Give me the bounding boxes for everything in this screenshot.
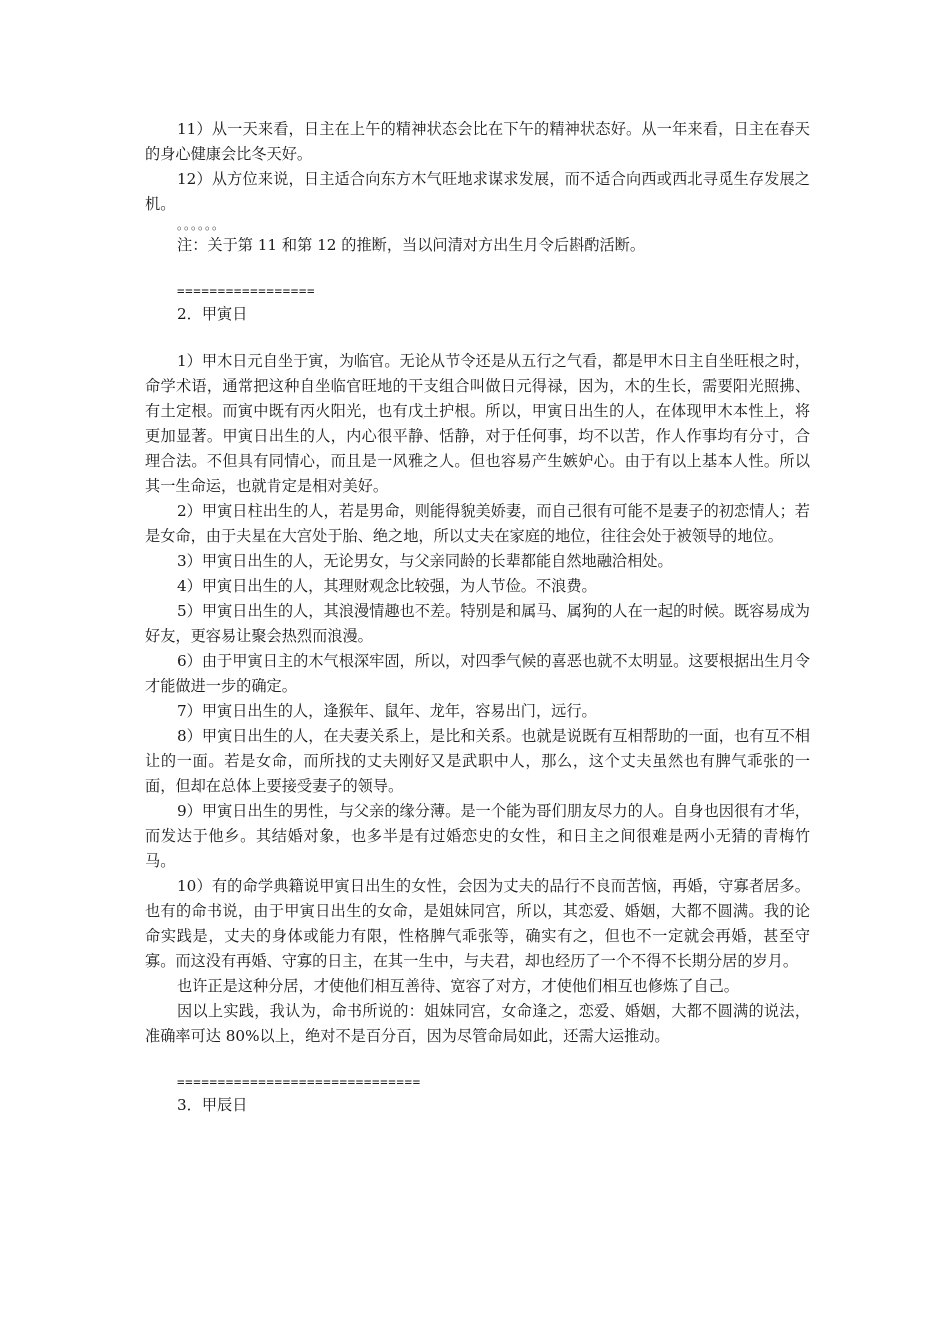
ellipsis-dots: 。。。。。。: [177, 218, 226, 232]
paragraph-item-1: 1）甲木日元自坐于寅，为临官。无论从节令还是从五行之气看，都是甲木日主自坐旺根之时，命学术语，通常把这种自坐临官旺地的干支组合叫做日元得禄，因为，木的生长，需要阳光照拂、有土定根。而寅中既有丙火阳光，也有戊土护根。所以，甲寅日出生的人，在体现甲木本性上，将更加显著。甲寅日出生的人，内心很平静、恬静，对于任何事，均不以苦，作人作事均有分寸，合理合法。不但具有同情心，而且是一风雅之人。但也容易产生嫉妒心。由于有以上基本人性。所以其一生命运，也就肯定是相对美好。: [145, 352, 810, 495]
paragraph-conclusion: 因以上实践，我认为，命书所说的：姐妹同宫，女命逢之，恋爱、婚姻，大都不圆满的说法，准确率可达 80%以上，绝对不是百分百，因为尽管命局如此，还需大运推动。: [145, 1002, 810, 1045]
paragraph-item-7: 7）甲寅日出生的人，逢猴年、鼠年、龙年，容易出门，远行。: [177, 702, 597, 720]
separator-rule: ==============================: [177, 1074, 421, 1089]
section-heading: 3．甲辰日: [177, 1096, 248, 1114]
note-text: 注：关于第 11 和第 12 的推断，当以问清对方出生月令后斟酌活断。: [177, 236, 646, 254]
paragraph-item-11: 11）从一天来看，日主在上午的精神状态会比在下午的精神状态好。从一年来看，日主在春天的身心健康会比冬天好。: [145, 120, 810, 163]
paragraph-item-6: 6）由于甲寅日主的木气根深牢固，所以，对四季气候的喜恶也就不太明显。这要根据出生月令才能做进一步的确定。: [145, 652, 810, 695]
section-heading: 2．甲寅日: [177, 305, 248, 323]
paragraph-item-3: 3）甲寅日出生的人，无论男女，与父亲同龄的长辈都能自然地融洽相处。: [177, 552, 673, 570]
paragraph-item-2: 2）甲寅日柱出生的人，若是男命，则能得貌美娇妻，而自己很有可能不是妻子的初恋情人；若是女命，由于夫星在大宫处于胎、绝之地，所以丈夫在家庭的地位，往往会处于被领导的地位。: [145, 502, 810, 545]
paragraph-remark: 也许正是这种分居，才使他们相互善待、宽容了对方，才使他们相互也修炼了自己。: [177, 977, 739, 995]
paragraph-item-12: 12）从方位来说，日主适合向东方木气旺地求谋求发展，而不适合向西或西北寻觅生存发展之机。: [145, 170, 810, 213]
paragraph-item-8: 8）甲寅日出生的人，在夫妻关系上，是比和关系。也就是说既有互相帮助的一面，也有互不相让的一面。若是女命，而所找的丈夫刚好又是武职中人，那么，这个丈夫虽然也有脾气乖张的一面，但却在总体上要接受妻子的领导。: [145, 727, 810, 795]
separator-rule: =================: [177, 283, 316, 298]
paragraph-item-4: 4）甲寅日出生的人，其理财观念比较强，为人节俭。不浪费。: [177, 577, 597, 595]
paragraph-item-5: 5）甲寅日出生的人，其浪漫情趣也不差。特别是和属马、属狗的人在一起的时候。既容易成为好友，更容易让聚会热烈而浪漫。: [145, 602, 810, 645]
paragraph-item-10: 10）有的命学典籍说甲寅日出生的女性，会因为丈夫的品行不良而苦恼，再婚，守寡者居多。也有的命书说，由于甲寅日出生的女命，是姐妹同宫，所以，其恋爱、婚姻，大都不圆满。我的论命实践是，丈夫的身体或能力有限，性格脾气乖张等，确实有之，但也不一定就会再婚，甚至守寡。而这没有再婚、守寡的日主，在其一生中，与夫君，却也经历了一个不得不长期分居的岁月。: [145, 877, 810, 970]
paragraph-item-9: 9）甲寅日出生的男性，与父亲的缘分薄。是一个能为哥们朋友尽力的人。自身也因很有才华，而发达于他乡。其结婚对象，也多半是有过婚恋史的女性，和日主之间很难是两小无猜的青梅竹马。: [145, 802, 810, 870]
document-page: [145, 117, 810, 1118]
